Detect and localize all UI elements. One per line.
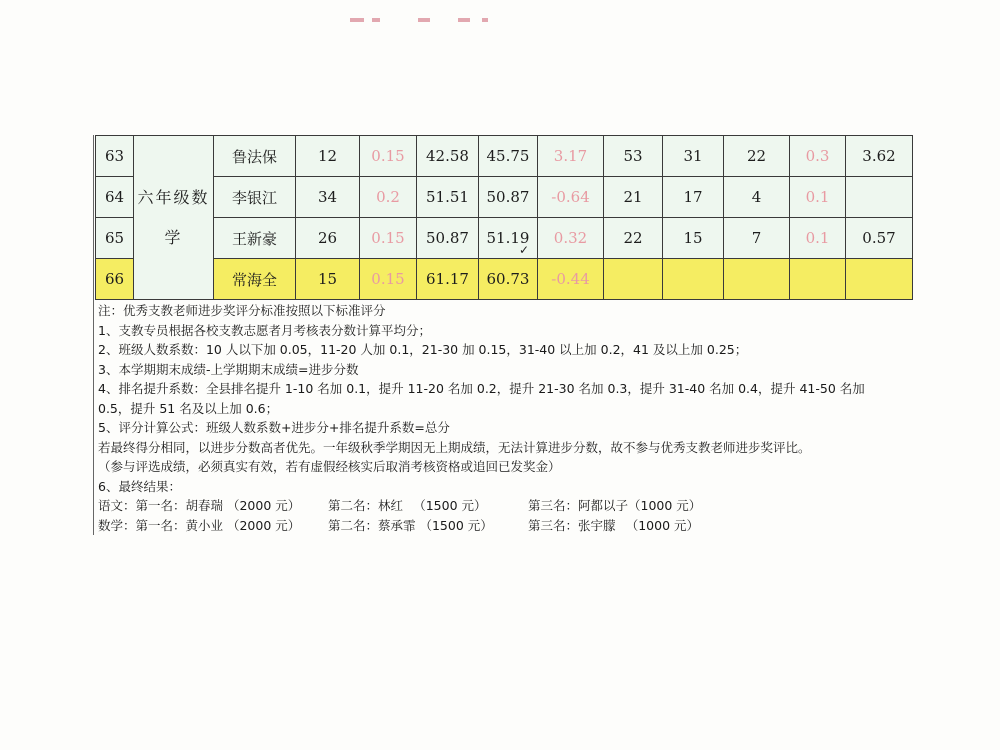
- this-term-score: 51.19: [486, 229, 530, 247]
- class-size: 12: [296, 136, 360, 177]
- result-third: 第三名：张宇朦 （1000 元）: [528, 517, 700, 533]
- total-score: [846, 259, 913, 300]
- current-rank: 17: [663, 177, 724, 218]
- note-item: 4、排名提升系数：全县排名提升 1-10 名加 0.1，提升 11-20 名加 0.2，提升 21-30 名加 0.3，提升 31-40 名加 0.4，提升 41-50 名加 0.5，提升 51 名及以上加 0.6；: [98, 381, 865, 416]
- scoring-notes: [98, 301, 898, 535]
- scan-artifact-marks: [340, 18, 500, 28]
- score-table: [95, 135, 913, 300]
- checkmark-icon: ✓: [518, 243, 529, 257]
- rank-coefficient: 0.1: [790, 177, 846, 218]
- table-row: [96, 218, 913, 259]
- this-term-score: 45.75: [479, 136, 538, 177]
- current-rank: 31: [663, 136, 724, 177]
- class-size: 15: [296, 259, 360, 300]
- progress-score: 3.17: [538, 136, 604, 177]
- current-rank: 15: [663, 218, 724, 259]
- rank-improvement: 4: [724, 177, 790, 218]
- note-item: 若最终得分相同，以进步分数高者优先。一年级秋季学期因无上期成绩，无法计算进步分数，故不参与优秀支教老师进步奖评比。: [98, 439, 811, 455]
- row-number: 64: [96, 177, 134, 218]
- note-heading: 注：优秀支教老师进步奖评分标准按照以下标准评分: [98, 303, 386, 318]
- progress-score: -0.44: [538, 259, 604, 300]
- group-label-cell: [134, 136, 214, 300]
- class-size-coefficient: 0.2: [360, 177, 417, 218]
- class-size-coefficient: 0.15: [360, 259, 417, 300]
- table-row: [96, 136, 913, 177]
- rank-improvement: 7: [724, 218, 790, 259]
- previous-rank: 53: [604, 136, 663, 177]
- left-margin-rule: [93, 135, 94, 535]
- rank-coefficient: 0.1: [790, 218, 846, 259]
- result-first: 语文：第一名：胡春瑞 （2000 元）: [98, 498, 301, 513]
- previous-rank: 21: [604, 177, 663, 218]
- last-term-score: 51.51: [417, 177, 479, 218]
- row-number: 63: [96, 136, 134, 177]
- progress-score: -0.64: [538, 177, 604, 218]
- previous-rank: 22: [604, 218, 663, 259]
- teacher-name: 鲁法保: [214, 136, 296, 177]
- rank-coefficient: 0.3: [790, 136, 846, 177]
- results-row-math: [98, 516, 898, 536]
- results-heading: 6、最终结果：: [98, 478, 181, 494]
- teacher-name: 王新豪: [214, 218, 296, 259]
- row-number: 65: [96, 218, 134, 259]
- class-size: 26: [296, 218, 360, 259]
- progress-score: 0.32: [538, 218, 604, 259]
- rank-coefficient: [790, 259, 846, 300]
- last-term-score: 50.87: [417, 218, 479, 259]
- rank-improvement: [724, 259, 790, 300]
- current-rank: [663, 259, 724, 300]
- result-second: 第二名：蔡承霏 （1500 元）: [328, 517, 493, 533]
- result-second: 第二名：林红 （1500 元）: [328, 498, 487, 513]
- table-row-highlighted: [96, 259, 913, 300]
- table-row: [96, 177, 913, 218]
- result-first: 数学：第一名：黄小业 （2000 元）: [98, 517, 301, 533]
- last-term-score: 42.58: [417, 136, 479, 177]
- class-size-coefficient: 0.15: [360, 218, 417, 259]
- total-score: 3.62: [846, 136, 913, 177]
- total-score: [846, 177, 913, 218]
- this-term-score-cell: [479, 218, 538, 259]
- rank-improvement: 22: [724, 136, 790, 177]
- this-term-score: 50.87: [479, 177, 538, 218]
- group-label: 六年级数学: [137, 187, 210, 247]
- result-third: 第三名：阿都以子（1000 元）: [528, 498, 702, 513]
- teacher-name: 常海全: [214, 259, 296, 300]
- previous-rank: [604, 259, 663, 300]
- note-item: 1、支教专员根据各校支教志愿者月考核表分数计算平均分；: [98, 322, 431, 338]
- last-term-score: 61.17: [417, 259, 479, 300]
- results-row-chinese: [98, 496, 898, 516]
- class-size-coefficient: 0.15: [360, 136, 417, 177]
- total-score: 0.57: [846, 218, 913, 259]
- note-item: 5、评分计算公式：班级人数系数+进步分+排名提升系数=总分: [98, 420, 450, 435]
- note-item: 2、班级人数系数：10 人以下加 0.05，11-20 人加 0.1，21-30 加 0.15，31-40 以上加 0.2，41 及以上加 0.25；: [98, 342, 748, 357]
- this-term-score: 60.73: [479, 259, 538, 300]
- class-size: 34: [296, 177, 360, 218]
- note-item: （参与评选成绩，必须真实有效，若有虚假经核实后取消考核资格或追回已发奖金）: [98, 459, 561, 474]
- teacher-name: 李银江: [214, 177, 296, 218]
- row-number: 66: [96, 259, 134, 300]
- note-item: 3、本学期期末成绩-上学期期末成绩=进步分数: [98, 361, 359, 377]
